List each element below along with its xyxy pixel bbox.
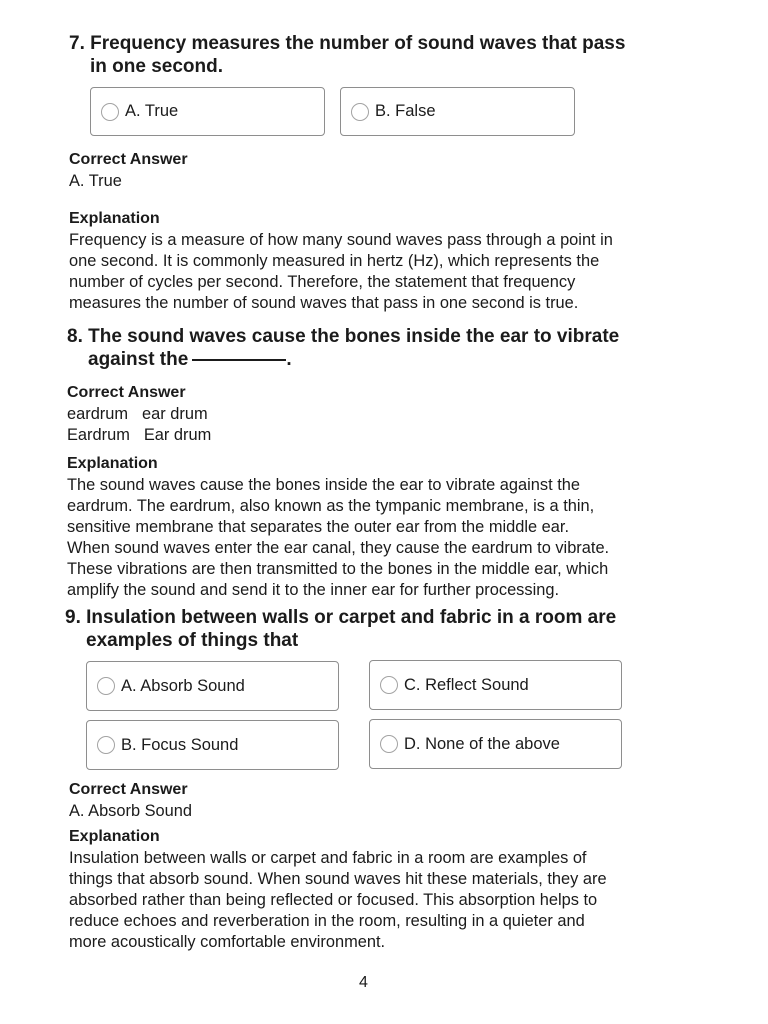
q8-explanation: [67, 475, 727, 601]
question-9-line2: examples of things that: [86, 630, 299, 651]
page-number: 4: [359, 974, 368, 991]
explanation-line: absorbed rather than being reflected or focused. This absorption helps to: [69, 891, 598, 909]
explanation-line: The sound waves cause the bones inside the ear to vibrate against the: [67, 476, 580, 494]
q9-option-b[interactable]: [86, 720, 339, 770]
q9-correct-answer-value: A. Absorb Sound: [69, 802, 193, 820]
explanation-line: These vibrations are then transmitted to the bones in the middle ear, which: [67, 560, 609, 578]
answer-item: Eardrum: [67, 426, 130, 444]
q7-explanation: [69, 230, 719, 314]
radio-icon[interactable]: [101, 103, 119, 121]
q9-explanation-label: Explanation: [69, 828, 160, 845]
q8-correct-answer-label: Correct Answer: [67, 384, 186, 401]
answer-item: ear drum: [142, 405, 208, 423]
q7-correct-answer-value: A. True: [69, 172, 122, 190]
radio-icon[interactable]: [97, 736, 115, 754]
q9-correct-answer-label: Correct Answer: [69, 781, 188, 798]
radio-icon[interactable]: [97, 677, 115, 695]
question-9-line1: 9. Insulation between walls or carpet and fabric in a room are: [65, 607, 617, 628]
explanation-line: things that absorb sound. When sound waves hit these materials, they are: [69, 870, 607, 888]
answer-item: Ear drum: [143, 426, 212, 444]
explanation-line: amplify the sound and send it to the inner ear for further processing.: [67, 581, 559, 599]
explanation-line: measures the number of sound waves that pass in one second is true.: [69, 294, 579, 312]
question-8-title: [67, 325, 619, 371]
explanation-line: eardrum. The eardrum, also known as the tympanic membrane, is a thin,: [67, 497, 595, 515]
explanation-line: number of cycles per second. Therefore, the statement that frequency: [69, 273, 576, 291]
option-label: A. Absorb Sound: [121, 676, 245, 695]
q7-explanation-label: Explanation: [69, 210, 160, 227]
radio-icon[interactable]: [380, 676, 398, 694]
question-7-line1: 7. Frequency measures the number of sound waves that pass: [69, 33, 626, 54]
q7-option-a[interactable]: [90, 87, 325, 136]
question-9-title: [65, 606, 616, 652]
q7-correct-answer-label: Correct Answer: [69, 151, 188, 168]
q9-option-c[interactable]: [369, 660, 622, 710]
q9-explanation: [69, 848, 739, 953]
option-label: A. True: [125, 102, 179, 120]
question-8-line1: 8. The sound waves cause the bones inside the ear to vibrate: [67, 326, 620, 347]
option-label: C. Reflect Sound: [404, 675, 529, 694]
explanation-line: Frequency is a measure of how many sound waves pass through a point in: [69, 231, 613, 249]
radio-icon[interactable]: [380, 735, 398, 753]
q9-option-d[interactable]: [369, 719, 622, 769]
answer-item: eardrum: [67, 405, 129, 423]
question-7-title: [69, 32, 625, 78]
question-7-line2: in one second.: [90, 56, 224, 77]
option-label: B. False: [375, 102, 436, 120]
question-8-line2-text: against the: [88, 349, 189, 370]
option-label: D. None of the above: [404, 734, 560, 753]
explanation-line: When sound waves enter the ear canal, they cause the eardrum to vibrate.: [67, 539, 610, 557]
explanation-line: reduce echoes and reverberation in the room, resulting in a quieter and: [69, 912, 585, 930]
q7-option-b[interactable]: [340, 87, 575, 136]
option-label: B. Focus Sound: [121, 735, 239, 754]
question-8-line2-end: .: [286, 349, 292, 370]
q8-explanation-label: Explanation: [67, 455, 158, 472]
explanation-line: more acoustically comfortable environment.: [69, 933, 386, 951]
question-8-line2: [67, 348, 619, 371]
q8-answers: [67, 404, 225, 446]
radio-icon[interactable]: [351, 103, 369, 121]
explanation-line: Insulation between walls or carpet and fabric in a room are examples of: [69, 849, 587, 867]
explanation-line: sensitive membrane that separates the outer ear from the middle ear.: [67, 518, 569, 536]
explanation-line: one second. It is commonly measured in hertz (Hz), which represents the: [69, 252, 600, 270]
q9-option-a[interactable]: [86, 661, 339, 711]
fill-in-blank: [192, 359, 286, 361]
